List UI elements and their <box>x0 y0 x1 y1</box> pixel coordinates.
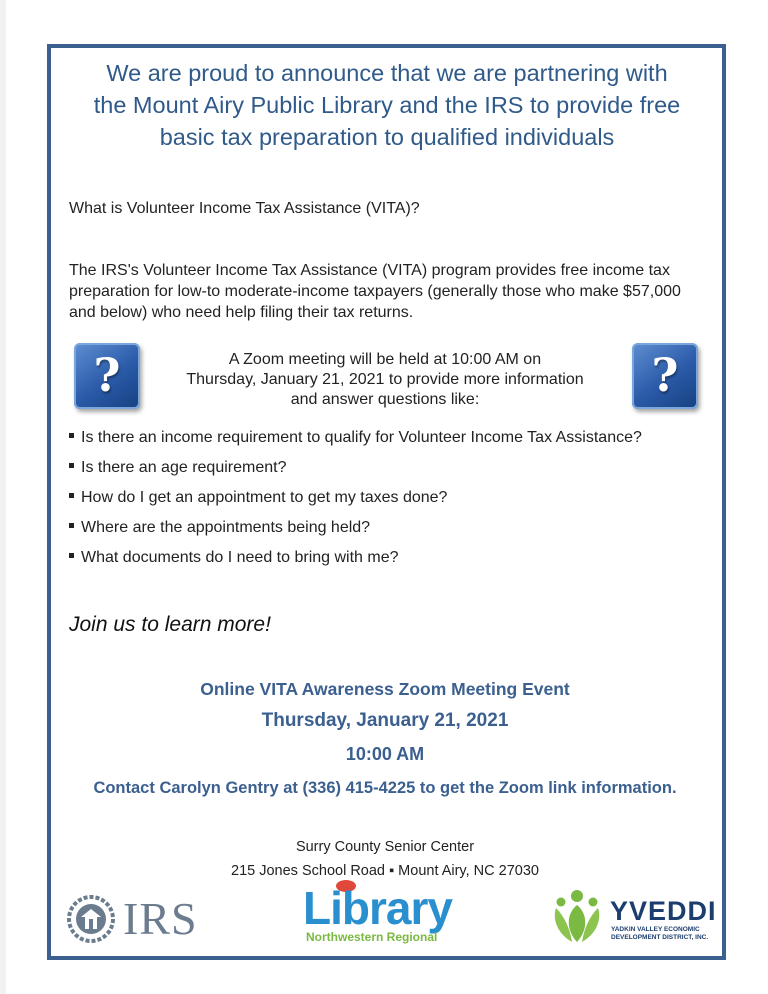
venue-address: 215 Jones School Road ▪ Mount Airy, NC 27030 <box>231 863 539 879</box>
library-subtitle: Northwestern Regional <box>306 930 438 944</box>
yveddi-leaf-people-icon <box>548 886 606 944</box>
question-list <box>69 428 719 578</box>
irs-eagle-seal-icon <box>67 895 115 943</box>
list-item-text: How do I get an appointment to get my taxes done? <box>81 489 448 506</box>
vita-description <box>69 260 709 323</box>
list-item <box>69 458 719 488</box>
list-item <box>69 548 719 578</box>
headline-line-2: the Mount Airy Public Library and the IRS to provide free <box>93 92 681 118</box>
square-bullet-icon <box>69 493 74 498</box>
yveddi-subtitle-line-1: YADKIN VALLEY ECONOMIC <box>611 926 700 933</box>
irs-wordmark: IRS <box>123 893 198 944</box>
event-title: Online VITA Awareness Zoom Meeting Event <box>200 679 570 699</box>
event-time: 10:00 AM <box>345 744 425 764</box>
list-item-text: Where are the appointments being held? <box>81 519 371 536</box>
question-mark-glyph: ? <box>651 348 679 402</box>
list-item-text: Is there an income requirement to qualify for Volunteer Income Tax Assistance? <box>81 429 642 446</box>
list-item-text: What documents do I need to bring with me? <box>81 549 399 566</box>
headline-line-3: basic tax preparation to qualified individuals <box>159 124 615 150</box>
vita-description-line-1: The IRS's Volunteer Income Tax Assistance (VITA) program provides free income tax <box>69 262 670 279</box>
list-item <box>69 488 719 518</box>
headline-line-1: We are proud to announce that we are partnering with <box>106 60 668 86</box>
yveddi-subtitle <box>611 926 721 942</box>
irs-logo <box>67 893 232 945</box>
list-item <box>69 428 719 458</box>
headline <box>62 57 712 153</box>
join-us-callout: Join us to learn more! <box>69 613 271 636</box>
square-bullet-icon <box>69 433 74 438</box>
zoom-meeting-note <box>160 350 610 410</box>
vita-description-line-2: preparation for low-to moderate-income taxpayers (generally those who make $57,000 <box>69 283 681 300</box>
question-mark-icon <box>74 343 140 409</box>
page-edge <box>0 0 6 994</box>
square-bullet-icon <box>69 523 74 528</box>
square-bullet-icon <box>69 463 74 468</box>
square-bullet-icon <box>69 553 74 558</box>
yveddi-logo <box>548 886 718 946</box>
zoom-note-line-2: Thursday, January 21, 2021 to provide more information <box>186 371 584 388</box>
question-mark-icon <box>632 343 698 409</box>
yveddi-subtitle-line-2: DEVELOPMENT DISTRICT, INC. <box>611 934 709 941</box>
venue-name: Surry County Senior Center <box>295 839 475 855</box>
event-contact: Contact Carolyn Gentry at (336) 415-4225 to get the Zoom link information. <box>93 779 677 797</box>
library-wordmark: Library <box>303 882 452 934</box>
question-mark-glyph: ? <box>93 348 121 402</box>
zoom-note-line-1: A Zoom meeting will be held at 10:00 AM on <box>228 351 542 368</box>
event-date: Thursday, January 21, 2021 <box>261 710 509 731</box>
list-item <box>69 518 719 548</box>
library-logo <box>300 880 510 948</box>
yveddi-wordmark: YVEDDI <box>610 896 717 926</box>
vita-description-line-3: and below) who need help filing their tax returns. <box>69 304 414 321</box>
zoom-note-line-3: and answer questions like: <box>290 391 480 408</box>
vita-question: What is Volunteer Income Tax Assistance (VITA)? <box>69 200 420 217</box>
list-item-text: Is there an age requirement? <box>81 459 287 476</box>
